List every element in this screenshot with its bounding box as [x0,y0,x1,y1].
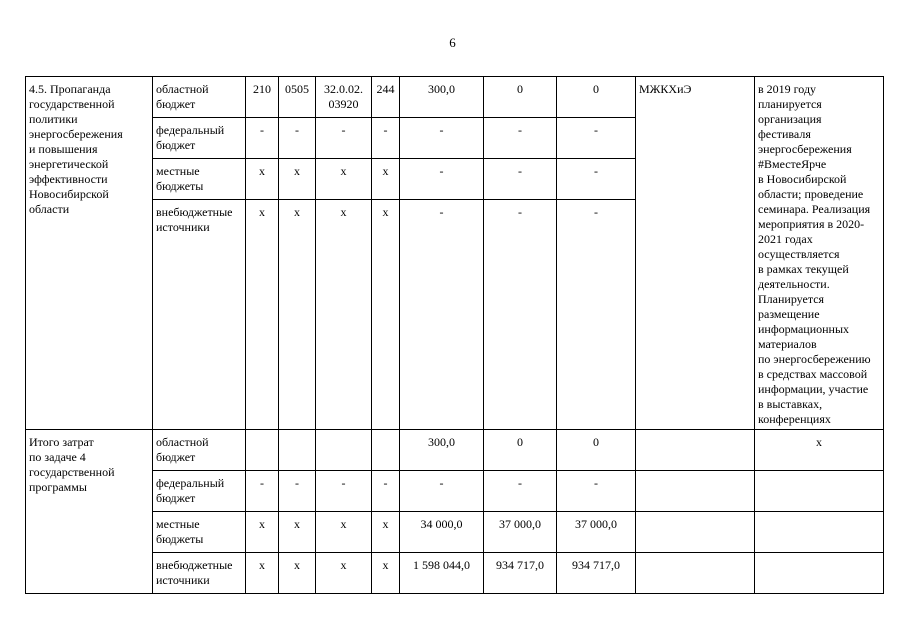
amount-2019: 1 598 044,0 [400,553,484,594]
total-title: Итого затрат по задаче 4 государственной программы [26,430,153,594]
vr-cell: х [372,553,400,594]
note-cell: х [755,430,884,471]
funding-source: федеральный бюджет [153,118,246,159]
amount-2019: 34 000,0 [400,512,484,553]
rz-cell: х [279,553,316,594]
amount-2020: 934 717,0 [484,553,557,594]
funding-source: федеральный бюджет [153,471,246,512]
note-cell [755,512,884,553]
executor-cell [636,430,755,471]
rz-cell [279,430,316,471]
amount-2019: 300,0 [400,430,484,471]
program-table [25,76,884,594]
vr-cell: х [372,512,400,553]
amount-2020: 37 000,0 [484,512,557,553]
amount-2020: - [484,118,557,159]
rz-cell: х [279,200,316,430]
note-cell: в 2019 году планируется организация фестиваля энергосбережения #ВместеЯрче в Новосибирской области; проведение семинара. Реализация мероприятия в 2020- 2021 годах осуществляется в рамках текущей деятельности. Планируется размещение информационных материалов по энергосбережению в средствах массовой информации, участие в выставках, конференциях [755,77,884,430]
amount-2020: - [484,159,557,200]
page-number: 6 [449,35,456,50]
funding-source: местные бюджеты [153,512,246,553]
vr-cell: - [372,118,400,159]
funding-source: внебюджетные источники [153,553,246,594]
rz-cell: - [279,118,316,159]
csr-cell: х [316,553,372,594]
csr-cell: х [316,512,372,553]
amount-2019: - [400,200,484,430]
table-row [26,430,884,471]
rz-cell: 0505 [279,77,316,118]
note-cell [755,471,884,512]
amount-2020: 0 [484,77,557,118]
grbs-cell [246,430,279,471]
amount-2020: - [484,471,557,512]
vr-cell: х [372,200,400,430]
grbs-cell: х [246,200,279,430]
amount-2021: 0 [557,430,636,471]
amount-2021: - [557,159,636,200]
amount-2021: 0 [557,77,636,118]
funding-source: областной бюджет [153,430,246,471]
amount-2021: 37 000,0 [557,512,636,553]
amount-2019: 300,0 [400,77,484,118]
rz-cell: - [279,471,316,512]
vr-cell: х [372,159,400,200]
note-cell [755,553,884,594]
grbs-cell: х [246,159,279,200]
executor-cell [636,471,755,512]
csr-cell: - [316,118,372,159]
grbs-cell: х [246,512,279,553]
amount-2019: - [400,159,484,200]
amount-2019: - [400,118,484,159]
amount-2021: - [557,200,636,430]
grbs-cell: 210 [246,77,279,118]
table-row [26,471,884,512]
funding-source: внебюджетные источники [153,200,246,430]
csr-cell: 32.0.02. 03920 [316,77,372,118]
measure-title: 4.5. Пропаганда государственной политики энергосбережения и повышения энергетической эффективности Новосибирской области [26,77,153,430]
funding-source: областной бюджет [153,77,246,118]
table-row [26,77,884,118]
table-row [26,553,884,594]
csr-cell: х [316,159,372,200]
executor-cell [636,512,755,553]
csr-cell: - [316,471,372,512]
rz-cell: х [279,512,316,553]
executor-cell [636,553,755,594]
amount-2021: - [557,471,636,512]
grbs-cell: - [246,118,279,159]
amount-2019: - [400,471,484,512]
grbs-cell: х [246,553,279,594]
csr-cell [316,430,372,471]
table-row [26,512,884,553]
rz-cell: х [279,159,316,200]
amount-2021: 934 717,0 [557,553,636,594]
vr-cell [372,430,400,471]
amount-2020: 0 [484,430,557,471]
vr-cell: 244 [372,77,400,118]
amount-2021: - [557,118,636,159]
executor-cell: МЖКХиЭ [636,77,755,430]
vr-cell: - [372,471,400,512]
csr-cell: х [316,200,372,430]
grbs-cell: - [246,471,279,512]
amount-2020: - [484,200,557,430]
funding-source: местные бюджеты [153,159,246,200]
